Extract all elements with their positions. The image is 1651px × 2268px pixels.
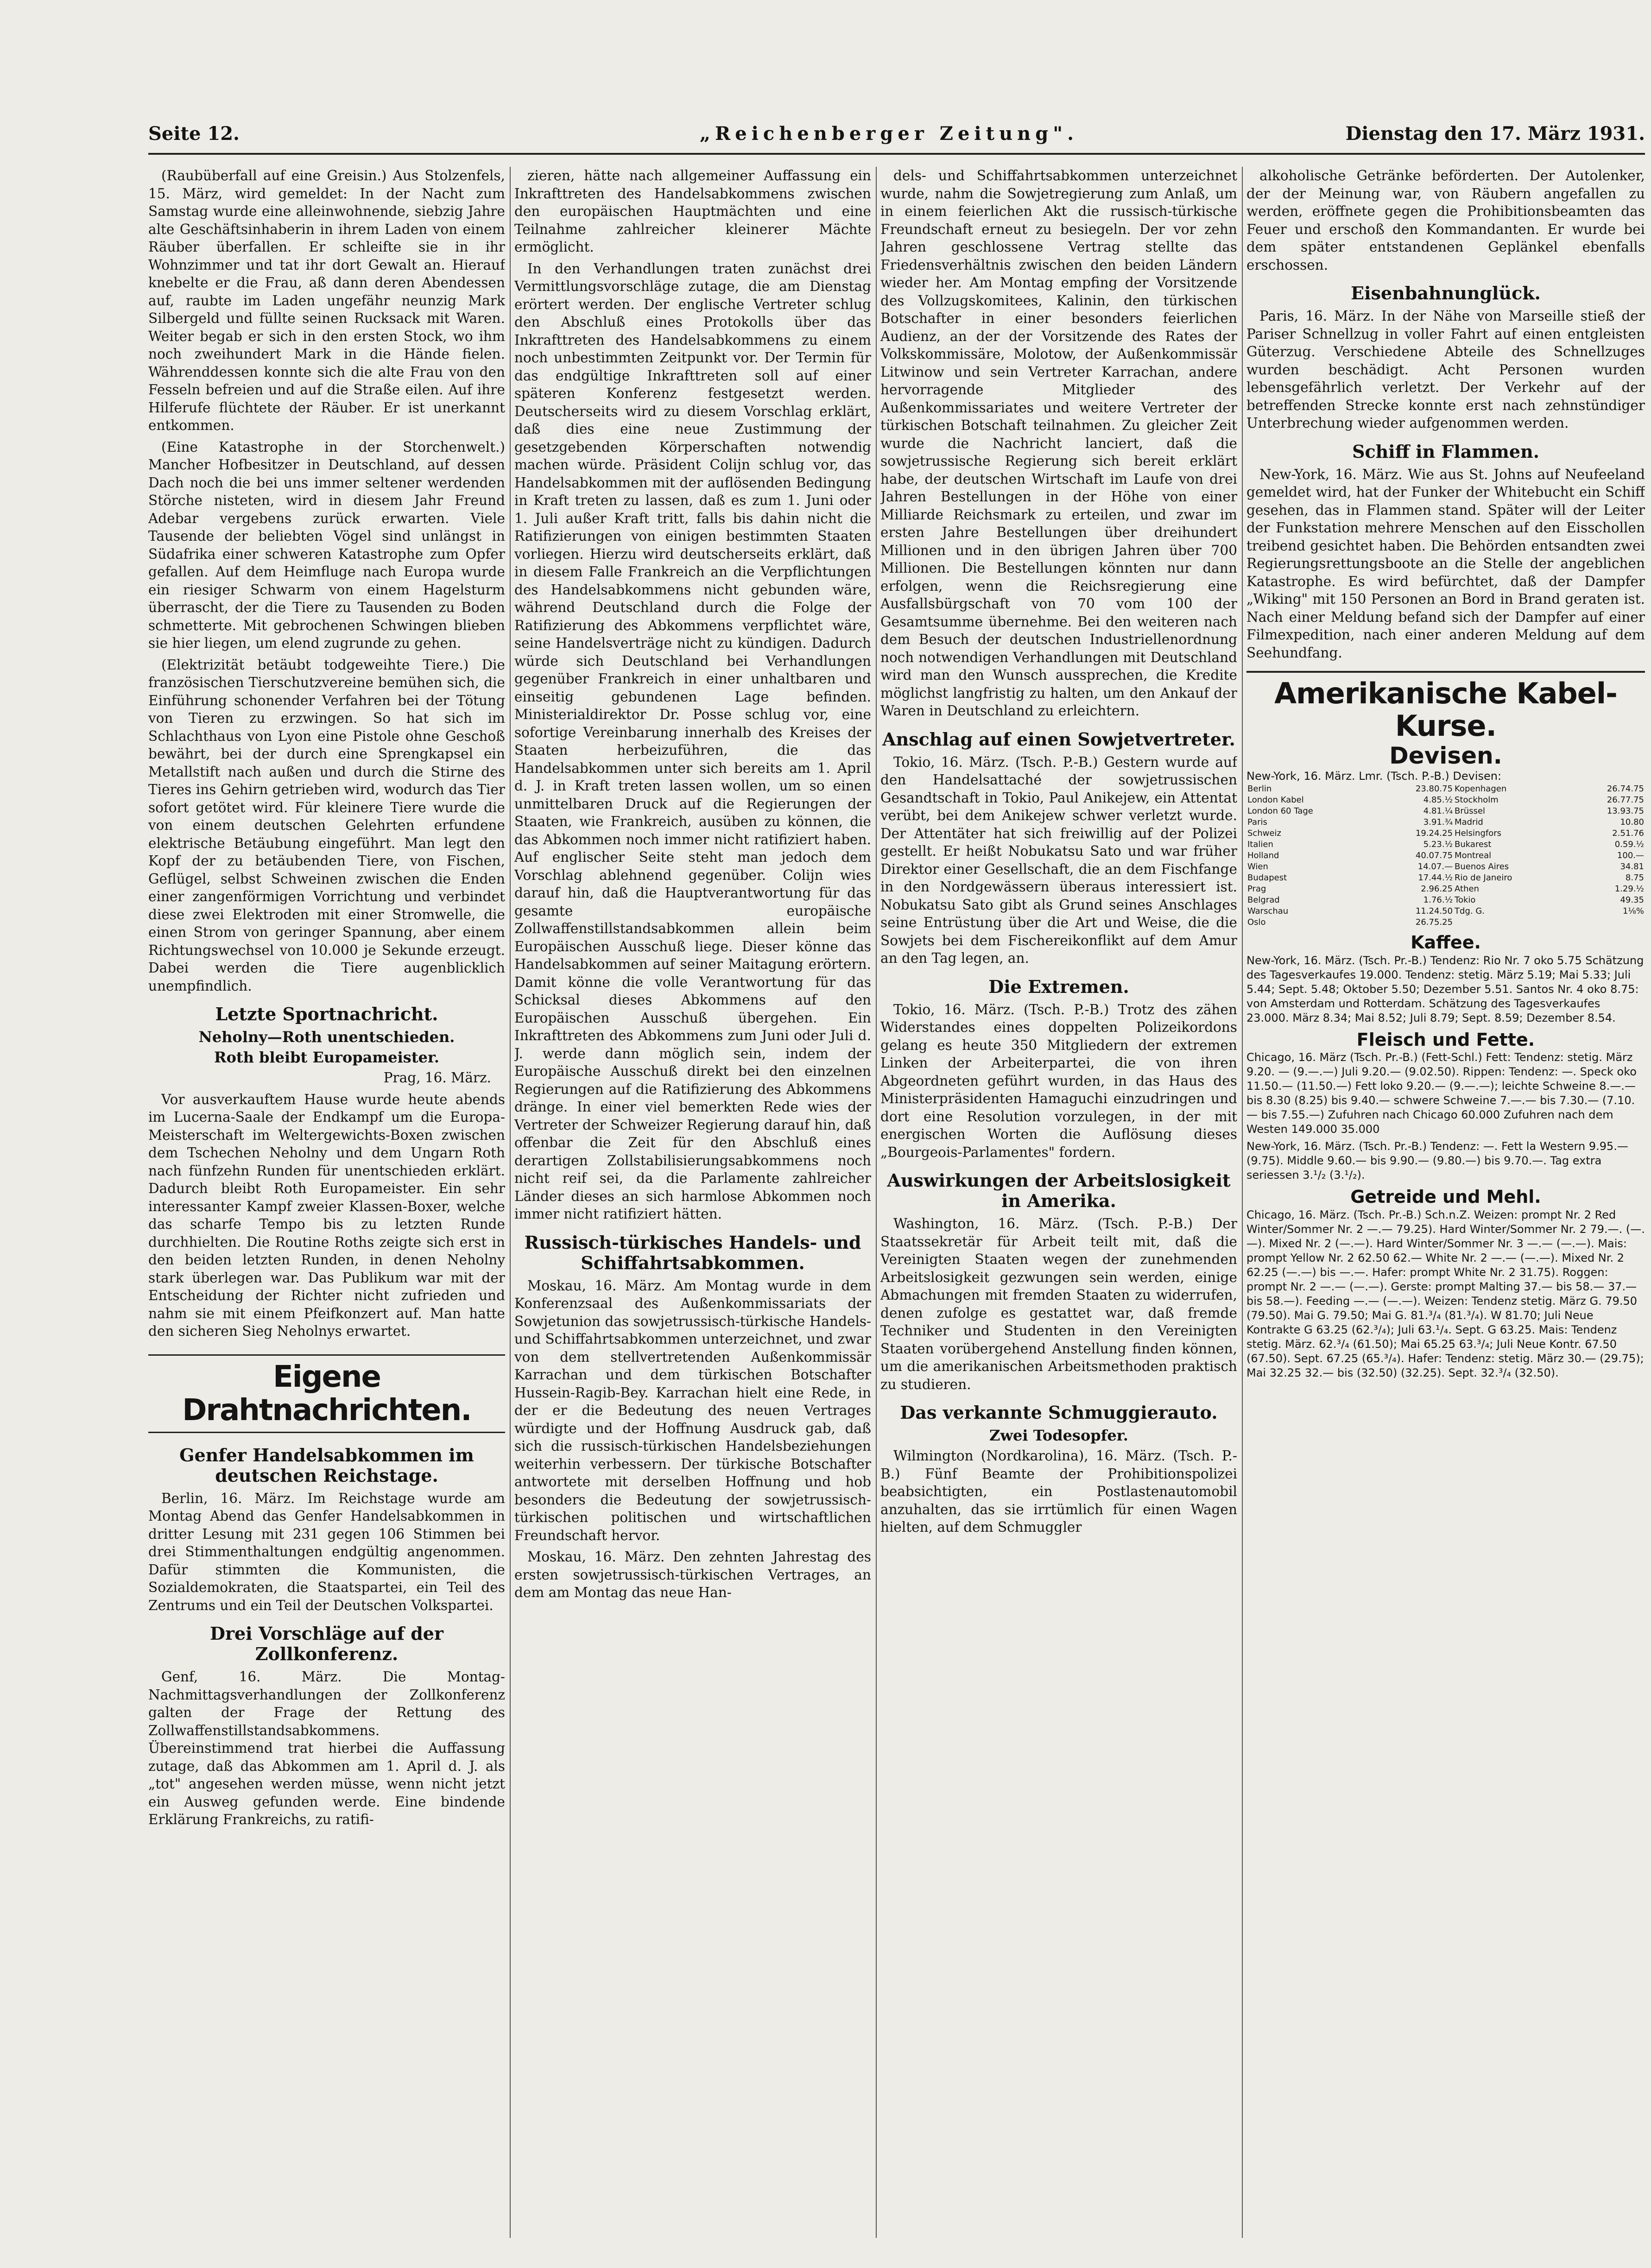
column-2 xyxy=(514,167,871,2238)
currency-name: Montreal xyxy=(1455,851,1492,860)
article-text: Genf, 16. März. Die Montag-Nachmittagsverhandlungen der Zollkonferenz galten der Frage der Rettung des Zollwaffenstillstandsabkommens. Übereinstimmend trat hierbei die Auffassung zutage, daß das Abkommen am 1. April d. J. als „tot" angesehen werden müsse, wenn nicht jetzt ein Ausweg gefunden werde. Eine bindende Erklärung Frankreichs, zu ratifi- xyxy=(148,1669,505,1827)
currency-rate: 23.80.75 xyxy=(1415,784,1453,794)
article-heading: Eisenbahnunglück. xyxy=(1351,283,1541,303)
getreide-text: Chicago, 16. März. (Tsch. Pr.-B.) Sch.n.Z. Weizen: prompt Nr. 2 Red Winter/Sommer Nr. 2 —.— 79.25). Hard Winter/Sommer Nr. 2 79.—. (—.—). Mixed Nr. 2 (—.—). Hard Winter/Sommer Nr. 3 —.— (—.—). Mais: prompt Yellow Nr. 2 62.50 62.— White Nr. 2 —.— (—.—). Mixed Nr. 2 62.25 (—.—) bis —.—. Hafer: prompt White Nr. 2 31.75). Roggen: prompt Nr. 2 —.— (—.—). Gerste: prompt Malting 37.— bis 58.— 37.— bis 58.—). Feeding —.— (—.—). Weizen: Tendenz stetig. März G. 79.50 (79.50). Mai G. 79.50; Mai G. 81.³/₄ (81.³/₄). W 81.70; Juli Neue Kontrakte G 63.25 (62.³/₄); Juli 63.¹/₄. Sept. G 63.25. Mais: Tendenz stetig. März. 62.³/₄ (61.50); Mai 65.25 63.³/₄; Juli Neue Kontr. 67.50 (67.50). Sept. 67.25 (65.³/₄). Hafer: Tendenz: stetig. März 30.— (29.75); Mai 32.25 32.— bis (32.50) (32.25). Sept. 32.³/₄ (32.50). xyxy=(1246,1208,1645,1379)
currency-name: Oslo xyxy=(1247,917,1266,927)
currency-name: Paris xyxy=(1247,817,1267,827)
masthead: „Reichenberger Zeitung". xyxy=(700,123,1078,145)
fleisch-heading: Fleisch und Fette. xyxy=(1356,1029,1535,1050)
article-heading: Auswirkungen der Arbeitslosigkeit in Amerika. xyxy=(887,1170,1231,1211)
currency-name: Buenos Aires xyxy=(1455,862,1509,872)
currency-rate: 0.59.½ xyxy=(1614,840,1644,849)
devisen-row xyxy=(1246,806,1645,817)
article-heading: Anschlag auf einen Sowjetvertreter. xyxy=(882,728,1235,750)
article-heading: Russisch-türkisches Handels- und Schiffahrtsabkommen. xyxy=(524,1232,861,1273)
article-heading: Drei Vorschläge auf der Zollkonferenz. xyxy=(210,1623,443,1664)
currency-name: Warschau xyxy=(1247,906,1289,916)
kaffee-text: New-York, 16. März. (Tsch. Pr.-B.) Tendenz: Rio Nr. 7 oko 5.75 Schätzung des Tagesverkaufes 19.000. Tendenz: stetig. März 5.19; Mai 5.33; Juli 5.44; Sept. 5.48; Oktober 5.50; Dezember 5.51. Santos Nr. 4 oko 8.75: von Amsterdam und Rotterdam. Schätzung des Tagesverkaufes 23.000. März 8.34; Mai 8.52; Juli 8.79; Sept. 8.59; Dezember 8.54. xyxy=(1246,954,1644,1024)
article-text: New-York, 16. März. Wie aus St. Johns auf Neufeeland gemeldet wird, hat der Funker der Whitebucht ein Schiff gesehen, das in Flammen stand. Später will der Leiter der Funkstation mehrere Menschen auf den Eisschollen treibend gesichtet haben. Die Behörden entsandten zwei Regierungsrettungsboote an die Stelle der angeblichen Katastrophe. Es wird befürchtet, daß der Dampfer „Wiking" mit 150 Personen an Bord in Brand geraten ist. Nach einer Meldung befand sich der Dampfer auf einer Filmexpedition, nach einer anderen Meldung auf dem Seehundfang. xyxy=(1246,466,1645,661)
currency-rate: 3.91.¾ xyxy=(1423,817,1453,827)
currency-name: Stockholm xyxy=(1455,795,1499,805)
fleisch-text: Chicago, 16. März (Tsch. Pr.-B.) (Fett-Schl.) Fett: Tendenz: stetig. März 9.20. — (9.—.—) Juli 9.20.— (9.02.50). Rippen: Tendenz: —. Speck oko 11.50.— (11.50.—) Fett loko 9.20.— (9.—.—); leichte Schweine 8.—.— bis 8.30 (8.25) bis 9.40.— schwere Schweine 7.—.— bis 7.30.— (7.10.— bis 7.55.—) Zufuhren nach Chicago 60.000 Zufuhren nach dem Westen 149.000 35.000 xyxy=(1246,1051,1637,1136)
devisen-row xyxy=(1246,906,1645,917)
devisen-row xyxy=(1246,872,1645,884)
devisen-row xyxy=(1246,884,1645,895)
issue-date: Dienstag den 17. März 1931. xyxy=(1345,123,1645,145)
currency-rate: 26.75.25 xyxy=(1415,917,1453,927)
article-text: Tokio, 16. März. (Tsch. P.-B.) Trotz des zähen Widerstandes eines doppelten Polizeikordons gelang es heute 350 Mitgliedern der extremen Linken der Arbeiterpartei, die von ihren Abgeordneten geführt wurden, in das Haus des Ministerpräsidenten Hamaguchi einzudringen und dort eine Resolution vorzulegen, in der mit energischen Worten die Auflösung dieses „Bourgeois-Parlamentes" fordern. xyxy=(880,1001,1237,1160)
devisen-row xyxy=(1246,817,1645,828)
article-text: dels- und Schiffahrtsabkommen unterzeichnet wurde, nahm die Sowjetregierung zum Anlaß, um in einem feierlichen Akt die russisch-türkische Freundschaft erneut zu besiegeln. Der vor zehn Jahren geschlossene Vertrag stellte das Friedensverhältnis zwischen den beiden Ländern wieder her. Am Montag empfing der Vorsitzende des Vollzugskomitees, Kalinin, den türkischen Botschafter in einer besonders feierlichen Audienz, an der der Vorsitzende des Rates der Volkskommissäre, Molotow, der Außenkommissär Litwinow und sein Vertreter Karrachan, andere hervorragende Mitglieder des Außenkommissariates und weitere Vertreter der türkischen Botschaft teilnahmen. Zu gleicher Zeit wurde die Nachricht lanciert, daß die sowjetrussische Regierung sich bereit erklärt habe, der deutschen Wirtschaft im Laufe von drei Jahren Bestellungen in der Höhe von einer Milliarde Reichsmark zu erteilen, und zwar im ersten Jahre Bestellungen über dreihundert Millionen und in den übrigen Jahren über 700 Millionen. Die Bestellungen könnten nur dann erfolgen, wenn die Reichsregierung eine Ausfallsbürgschaft von 70 vom 100 der Gesamtsumme übernehme. Bei den weiteren nach dem Besuch der deutschen Industriellenordnung noch notwendigen Verhandlungen mit Deutschland wird man den Wunsch aussprechen, die Kredite möglichst langfristig zu halten, um den Ankauf der Waren in Deutschland zu erleichtern. xyxy=(880,168,1237,719)
article-text: Berlin, 16. März. Im Reichstage wurde am Montag Abend das Genfer Handelsabkommen in dritter Lesung mit 231 gegen 106 Stimmen bei drei Stimmenthaltungen endgültig angenommen. Dafür stimmten die Kommunisten, die Sozialdemokraten, die Staatspartei, ein Teil des Zentrums und ein Teil der Deutschen Volkspartei. xyxy=(148,1490,505,1613)
cable-rates-title: Amerikanische Kabel-Kurse. xyxy=(1274,676,1617,743)
currency-rate: 10.80 xyxy=(1620,817,1644,827)
currency-name xyxy=(1454,917,1569,928)
article-text: Wilmington (Nordkarolina), 16. März. (Tsch. P.-B.) Fünf Beamte der Prohibitionspolizei beabsichtigten, ein Postlastenautomobil anzuhalten, das sie irrtümlich für einen Wagen hielten, auf dem Schmuggler xyxy=(880,1448,1237,1535)
currency-name: Bukarest xyxy=(1455,840,1492,849)
currency-rate: 1.76.½ xyxy=(1423,895,1453,905)
devisen-table xyxy=(1246,783,1645,928)
dateline: Prag, 16. März. xyxy=(383,1070,491,1086)
currency-rate: 5.23.½ xyxy=(1423,840,1453,849)
article-heading: Die Extremen. xyxy=(988,976,1129,997)
currency-name: Helsingfors xyxy=(1455,828,1501,838)
page-number: Seite 12. xyxy=(148,123,240,145)
devisen-row xyxy=(1246,783,1645,795)
section-heading: Letzte Sportnachricht. xyxy=(215,1004,438,1024)
page-header xyxy=(148,118,1645,151)
article-text: Vor ausverkauftem Hause wurde heute abends im Lucerna-Saale der Endkampf um die Europa-Meisterschaft im Weltergewichts-Boxen zwischen dem Tschechen Neholny und dem Ungarn Roth nach fünfzehn Runden für unentschieden erklärt. Dadurch bleibt Roth Europameister. Ein sehr interessanter Kampf zweier Klassen-Boxer, welche das scharfe Tempo bis zu letzten Runde durchhielten. Die Routine Roths zeigte sich erst in den beiden letzten Runden, in denen Neholny stark überlegen war. Das Publikum war mit der Entscheidung der Richter nicht zufrieden und nahm sie mit einem Pfeifkonzert auf. Man hatte den sicheren Sieg Neholnys erwartet. xyxy=(148,1091,505,1339)
currency-name: Belgrad xyxy=(1247,895,1280,905)
currency-rate: 26.74.75 xyxy=(1607,784,1644,794)
currency-rate: 34.81 xyxy=(1620,862,1644,872)
currency-rate: 8.75 xyxy=(1625,873,1644,883)
devisen-row xyxy=(1246,828,1645,839)
currency-rate: 19.24.25 xyxy=(1415,828,1453,838)
fleisch-text-2: New-York, 16. März. (Tsch. Pr.-B.) Tendenz: —. Fett la Western 9.95.— (9.75). Middle 9.60.— bis 9.90.— (9.80.—) bis 9.70.—. Tag extra seriessen 3.¹/₂ (3.¹/₂). xyxy=(1246,1140,1628,1181)
devisen-row xyxy=(1246,895,1645,906)
currency-rate: 17.44.½ xyxy=(1418,873,1453,883)
column-3 xyxy=(880,167,1237,2238)
currency-name: London 60 Tage xyxy=(1247,806,1313,816)
column-rule xyxy=(876,167,877,2238)
currency-name: Rio de Janeiro xyxy=(1455,873,1512,883)
currency-rate: 100.— xyxy=(1617,851,1644,860)
currency-rate: 1.29.½ xyxy=(1614,884,1644,894)
header-rule xyxy=(148,153,1645,155)
cable-rates-box xyxy=(1246,671,1645,1380)
currency-name: Kopenhagen xyxy=(1455,784,1507,794)
currency-rate xyxy=(1569,917,1645,928)
article-text: Paris, 16. März. In der Nähe von Marseille stieß der Pariser Schnellzug in voller Fahrt auf einen entgleisten Güterzug. Verschiedene Abteile des Schnellzuges wurden beschädigt. Acht Personen wurden lebensgefährlich verletzt. Der Verkehr auf der betreffenden Strecke konnte erst nach zehnstündiger Unterbrechung wieder aufgenommen werden. xyxy=(1246,308,1645,431)
column-4 xyxy=(1246,167,1645,2238)
article-text: (Raubüberfall auf eine Greisin.) Aus Stolzenfels, 15. März, wird gemeldet: In der Nacht zum Samstag wurde eine alleinwohnende, siebzig Jahre alte Geschäftsinhaberin in ihrem Laden von einem Räuber überfallen. Er schleifte sie in ihr Wohnzimmer und tat ihr dort Gewalt an. Hierauf knebelte er die Frau, aß dann deren Abendessen auf, raubte im Laden ungefähr neunzig Mark Silbergeld und füllte seinen Rucksack mit Waren. Weiter begab er sich in den ersten Stock, wo ihm noch zweihundert Mark in die Hände fielen. Währenddessen konnte sich die alte Frau von den Fesseln befreien und auf die Straße eilen. Auf ihre Hilferufe flüchtete der Räuber. Er ist unerkannt entkommen. xyxy=(148,168,505,433)
column-1 xyxy=(148,167,505,2238)
currency-name: Holland xyxy=(1247,851,1279,860)
currency-name: Wien xyxy=(1247,862,1268,872)
devisen-row xyxy=(1246,850,1645,861)
article-text: zieren, hätte nach allgemeiner Auffassung ein Inkrafttreten des Handelsabkommens zwischen den europäischen Hauptmächten und eine Teilnahme zahlreicher kleinerer Mächte ermöglicht. xyxy=(514,168,871,255)
subheading: Neholny—Roth unentschieden. xyxy=(198,1028,455,1046)
article-text: alkoholische Getränke beförderten. Der Autolenker, der der Meinung war, von Räubern angefallen zu werden, eröffnete gegen die Prohibitionsbeamten das Feuer und erschoß den Kommandanten. Er wurde bei dem später entstandenen Geplänkel ebenfalls erschossen. xyxy=(1246,168,1645,273)
devisen-row xyxy=(1246,861,1645,872)
currency-rate: 49.35 xyxy=(1620,895,1644,905)
currency-name: Prag xyxy=(1247,884,1266,894)
currency-rate: 13.93.75 xyxy=(1607,806,1644,816)
currency-name: Budapest xyxy=(1247,873,1287,883)
article-text: (Eine Katastrophe in der Storchenwelt.) Mancher Hofbesitzer in Deutschland, auf dessen Dach noch die bei uns immer seltener werdenden Störche nisteten, wird in diesem Jahr Freund Adebar vergebens zurück erwarten. Viele Tausende der beliebten Vögel sind unlängst in Südafrika einer schweren Katastrophe zum Opfer gefallen. Auf dem Heimfluge nach Europa wurde ein riesiger Schwarm von einem Hagelsturm überrascht, der die Tiere zu Tausenden zu Boden schmetterte. Mit gebrochenen Schwingen blieben sie hier liegen, um elend zugrunde zu gehen. xyxy=(148,439,505,651)
currency-name: Tokio xyxy=(1455,895,1476,905)
article-text: Moskau, 16. März. Den zehnten Jahrestag des ersten sowjetrussisch-türkischen Vertrages, an dem am Montag das neue Han- xyxy=(514,1549,871,1600)
currency-rate: 4.81.¼ xyxy=(1423,806,1453,816)
devisen-row xyxy=(1246,917,1645,928)
subheading: Zwei Todesopfer. xyxy=(989,1427,1128,1444)
currency-rate: 2.96.25 xyxy=(1421,884,1453,894)
currency-name: Berlin xyxy=(1247,784,1272,794)
currency-name: Brüssel xyxy=(1455,806,1486,816)
article-text: Tokio, 16. März. (Tsch. P.-B.) Gestern wurde auf den Handelsattaché der sowjetrussischen Gesandtschaft in Tokio, Paul Anikejew, ein Attentat verübt, bei dem Anikejew schwer verletzt wurde. Der Attentäter hat sich freiwillig auf der Polizei gestellt. Er heißt Nobukatsu Sato und war früher Direktor einer Gesellschaft, die an dem Fischfange in den Nordgewässern überaus interessiert ist. Nobukatsu Sato gibt als Grund seines Anschlages seine Entrüstung über die Art und Weise, die die Sowjets bei dem Fischereikonflikt auf dem Amur an den Tag legen, an. xyxy=(880,754,1237,966)
getreide-heading: Getreide und Mehl. xyxy=(1350,1187,1541,1207)
currency-rate: 26.77.75 xyxy=(1607,795,1644,805)
article-text: Moskau, 16. März. Am Montag wurde in dem Konferenzsaal des Außenkommissariats der Sowjetunion das sowjetrussisch-türkische Handels- und Schiffahrtsabkommen unterzeichnet, und zwar von dem stellvertretenden Außenkommissär Karrachan und dem türkischen Botschafter Hussein-Ragib-Bey. Karrachan hielt eine Rede, in der er die Bedeutung des neuen Vertrages würdigte und der Hoffnung Ausdruck gab, daß sich die russisch-türkischen Handelsbeziehungen weiterhin verbessern. Der türkische Botschafter antwortete mit derselben Hoffnung und hob besonders die Bedeutung der sowjetrussisch-türkischen politischen und wirtschaftlichen Freundschaft hervor. xyxy=(514,1277,871,1543)
column-rule xyxy=(510,167,511,2238)
devisen-intro: New-York, 16. März. Lmr. (Tsch. P.-B.) Devisen: xyxy=(1246,770,1502,783)
currency-name: Tdg. G. xyxy=(1455,906,1485,916)
currency-name: Athen xyxy=(1455,884,1479,894)
currency-name: London Kabel xyxy=(1247,795,1304,805)
devisen-heading: Devisen. xyxy=(1389,742,1502,769)
article-heading: Schiff in Flammen. xyxy=(1352,441,1539,462)
currency-name: Madrid xyxy=(1455,817,1483,827)
currency-rate: 4.85.½ xyxy=(1423,795,1453,805)
article-text: (Elektrizität betäubt todgeweihte Tiere.) Die französischen Tierschutzvereine bemühen sich, die Einführung schonender Verfahren bei der Tötung von Tieren zu erzwingen. So hat sich im Schlachthaus von Lyon eine Pistole ohne Geschoß bewährt, bei der durch eine Sprengkapsel ein Metallstift nach außen und durch die Stirne des Tieres ins Gehirn getrieben wird, wodurch das Tier sofort getötet wird. Für kleinere Tiere wurde die von einem deutschen Gelehrten erfundene elektrische Betäubung eingeführt. Man legt den Kopf der zu betäubenden Tiere, von Fischen, Geflügel, selbst Schweinen zwischen die Enden einer zangenförmigen Vorrichtung und verbindet diese zwei Elektroden mit einer Stromwelle, die einen Strom von geringer Spannung, aber einem Richtungswechsel von 10.000 je Sekunde erzeugt. Dabei werden die Tiere augenblicklich unempfindlich. xyxy=(148,657,505,994)
article-heading: Das verkannte Schmuggierauto. xyxy=(900,1402,1218,1423)
currency-rate: 40.07.75 xyxy=(1415,851,1453,860)
devisen-row xyxy=(1246,795,1645,806)
article-heading: Genfer Handelsabkommen im deutschen Reichstage. xyxy=(179,1444,474,1486)
currency-rate: 11.24.50 xyxy=(1415,906,1453,916)
currency-name: Schweiz xyxy=(1247,828,1281,838)
currency-rate: 1⅛% xyxy=(1622,906,1644,916)
section-banner: Eigene Drahtnachrichten. xyxy=(148,1354,505,1433)
devisen-row xyxy=(1246,839,1645,850)
currency-rate: 2.51.76 xyxy=(1612,828,1644,838)
column-rule xyxy=(1242,167,1243,2238)
article-text: In den Verhandlungen traten zunächst drei Vermittlungsvorschläge zutage, die am Dienstag erörtert werden. Der englische Vertreter schlug den Abschluß eines Protokolls über das Inkrafttreten des Handelsabkommens zu einem noch unbestimmten Zeitpunkt vor. Der Termin für das endgültige Inkrafttreten soll auf einer späteren Konferenz festgesetzt werden. Deutscherseits wird zu diesem Vorschlag erklärt, daß dies eine neue Zustimmung der gesetzgebenden Körperschaften notwendig machen würde. Präsident Colijn schlug vor, das Handelsabkommen mit der auflösenden Bedingung in Kraft treten zu lassen, daß es zum 1. Juni oder 1. Juli außer Kraft tritt, falls bis dahin nicht die Ratifizierungen von einigen bestimmten Staaten vorliegen. Hierzu wird deutscherseits erklärt, daß in diesem Falle Frankreich an die Verpflichtungen des Handelsabkommens nicht gebunden wäre, während Deutschland durch die Folge der Ratifizierung des Abkommens verpflichtet wäre, seine Handelsverträge nicht zu kündigen. Dadurch würde sich Deutschland bei Verhandlungen gegenüber Frankreich in einer unhaltbaren und einseitig gebundenen Lage befinden. Ministerialdirektor Dr. Posse schlug vor, eine sofortige Vereinbarung innerhalb des Kreises der Staaten herbeizuführen, die das Handelsabkommen unter sich bereits am 1. April d. J. in Kraft treten lassen wollen, um so einen unmittelbaren Druck auf die Regierungen der Staaten, wie Frankreich, ausüben zu können, die das Abkommen noch immer nicht ratifiziert haben. Auf englischer Seite steht man jedoch dem Vorschlag ablehnend gegenüber. Colijn wies darauf hin, daß die Hauptverantwortung für das gesamte europäische Zollwaffenstillstandsabkommen allein beim Europäischen Ausschuß liege. Dieser könne das Handelsabkommen auf seiner Maitagung erörtern. Damit könne die volle Verantwortung für das Schicksal dieses Abkommens auf den Europäischen Ausschuß übergehen. Ein Inkrafttreten des Abkommens zum Juni oder Juli d. J. werde dann möglich sein, indem der Europäische Ausschuß direkt bei den einzelnen Regierungen auf die Ratifizierung des Abkommens dränge. In einer viel bemerkten Rede wies der Vertreter der Schweizer Regierung darauf hin, daß offenbar die Zeit für den Abschluß eines derartigen Zollstabilisierungsabkommens noch nicht reif sei, da die Parlamente zahlreicher Länder dieses an sich harmlose Abkommen noch immer nicht ratifiziert hätten. xyxy=(514,260,871,1222)
subheading: Roth bleibt Europameister. xyxy=(214,1049,440,1066)
currency-rate: 14.07.— xyxy=(1417,862,1453,872)
article-text: Washington, 16. März. (Tsch. P.-B.) Der Staatssekretär für Arbeit teilt mit, daß die Vereinigten Staaten wegen der zunehmenden Arbeitslosigkeit gezwungen sein werden, einige Abmachungen mit fremden Staaten zu widerrufen, denen zufolge es gestattet war, daß fremde Techniker und Studenten in den Vereinigten Staaten vorübergehend Anstellung finden können, um die amerikanischen Arbeitsmethoden praktisch zu studieren. xyxy=(880,1216,1237,1392)
kaffee-heading: Kaffee. xyxy=(1411,932,1481,953)
currency-name: Italien xyxy=(1247,840,1273,849)
